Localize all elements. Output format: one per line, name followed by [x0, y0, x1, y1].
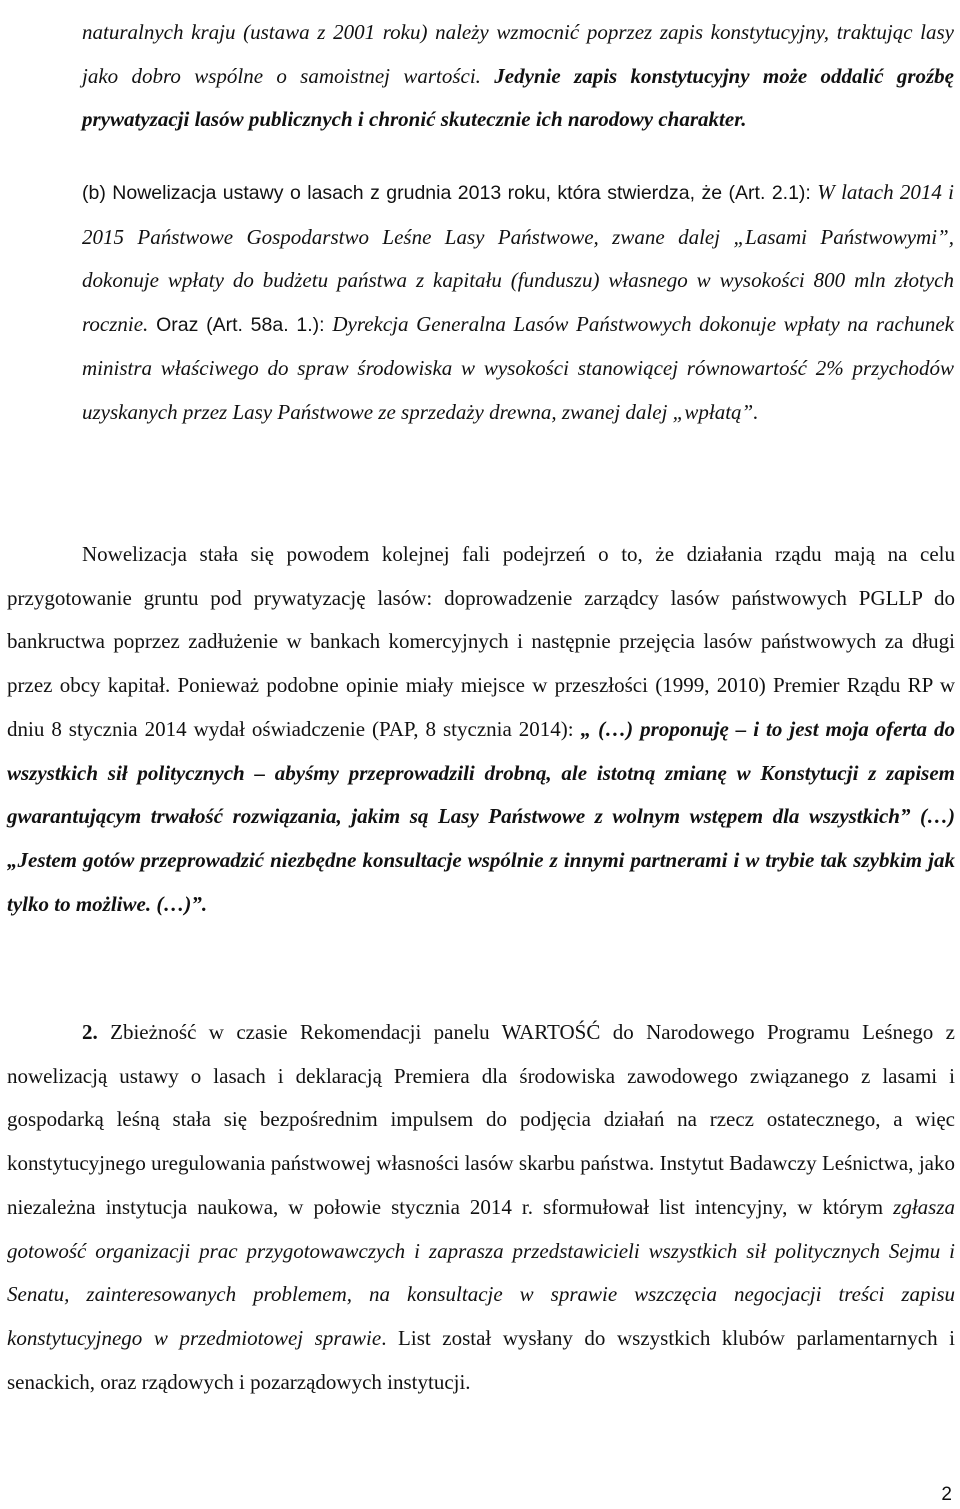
paragraph-b-quote-art-58a: Dyrekcja Generalna Lasów Państwowych dokonuje wpłaty na rachunek ministra właściwego do spraw środowiska w wysokości stanowiącej równowartość 2% przychodów uzyskanych przez Lasy Państwowe ze sprzedaży drewna, zwanej dalej „wpłatą”. [82, 311, 954, 424]
paragraph-b-quote-art-2-1: W latach 2014 i 2015 Państwowe Gospodarstwo Leśne Lasy Państwowe, zwane dalej „Lasami Państwowymi”, dokonuje wpłaty do budżetu państwa z kapitału (funduszu) własnego w wysokości 800 mln złotych rocznie. [82, 180, 954, 336]
section-2-text: Zbieżność w czasie Rekomendacji panelu WARTOŚĆ do Narodowego Programu Leśnego z nowelizacją ustawy o lasach i deklaracją Premiera dla środowiska zawodowego związanego z lasami i gospodarką leśną stała się bezpośrednim impulsem do podjęcia działań na rzecz ostatecznego, a więc konstytucyjnego uregulowania państwowej własności lasów skarbu państwa. Instytut Badawczy Leśnictwa, jako niezależna instytucja naukowa, w połowie stycznia 2014 r. sformułował list intencyjny, w którym [7, 1020, 955, 1219]
paragraph-a-emphasis-text: Jedynie zapis konstytucyjny może oddalić groźbę prywatyzacji lasów publicznych i chronić skutecznie ich narodowy charakter. [82, 63, 954, 131]
paragraph-b-label: (b) Nowelizacja ustawy o lasach z grudnia 2013 roku, która stwierdza, że (Art. 2.1): [82, 182, 818, 204]
section-number: 2. [82, 1020, 98, 1044]
paragraph-constitutional-record [82, 11, 954, 142]
paragraph-a-italic-text: naturalnych kraju (ustawa z 2001 roku) należy wzmocnić poprzez zapis konstytucyjny, traktując lasy jako dobro wspólne o samoistnej wartości. [82, 20, 954, 88]
section-2-closing-text: . List został wysłany do wszystkich klubów parlamentarnych i senackich, oraz rządowych i pozarządowych instytucji. [7, 1325, 955, 1394]
paragraph-section-2 [7, 1011, 955, 1404]
paragraph-b-connector: Oraz (Art. 58a. 1.): [148, 313, 333, 336]
prime-minister-quote: „ (…) proponuję – i to jest moja oferta do wszystkich sił politycznych – abyśmy przeprowadzili drobną, ale istotną zmianę w Konstytucji z zapisem gwarantującym trwałość rozwiązania, jakim są Lasy Państwowe z wolnym wstępem dla wszystkich” (…) „Jestem gotów przeprowadzić niezbędne konsultacje wspólnie z innymi partnerami i w trybie tak szybkim jak tylko to możliwe. (…)”. [7, 716, 955, 916]
paragraph-law-amendment [82, 171, 954, 434]
paragraph-main-text: Nowelizacja stała się powodem kolejnej fali podejrzeń o to, że działania rządu mają na celu przygotowanie gruntu pod prywatyzację lasów: doprowadzenie zarządcy lasów państwowych PGLLP do bankructwa poprzez zadłużenie w bankach komercyjnych i następnie przejęcia lasów państwowych za długi przez obcy kapitał. Ponieważ podobne opinie miały miejsce w przeszłości (1999, 2010) Premier Rządu RP w dniu 8 stycznia 2014 wydał oświadczenie (PAP, 8 stycznia 2014): [7, 542, 955, 741]
paragraph-privatization-suspicions [7, 533, 955, 926]
section-2-italic-text: zgłasza gotowość organizacji prac przygotowawczych i zaprasza przedstawicieli wszystkich sił politycznych Sejmu i Senatu, zainteresowanych problemem, na konsultacje w sprawie wszczęcia negocjacji treści zapisu konstytucyjnego w przedmiotowej sprawie [7, 1194, 955, 1350]
page-number: 2 [941, 1484, 952, 1505]
